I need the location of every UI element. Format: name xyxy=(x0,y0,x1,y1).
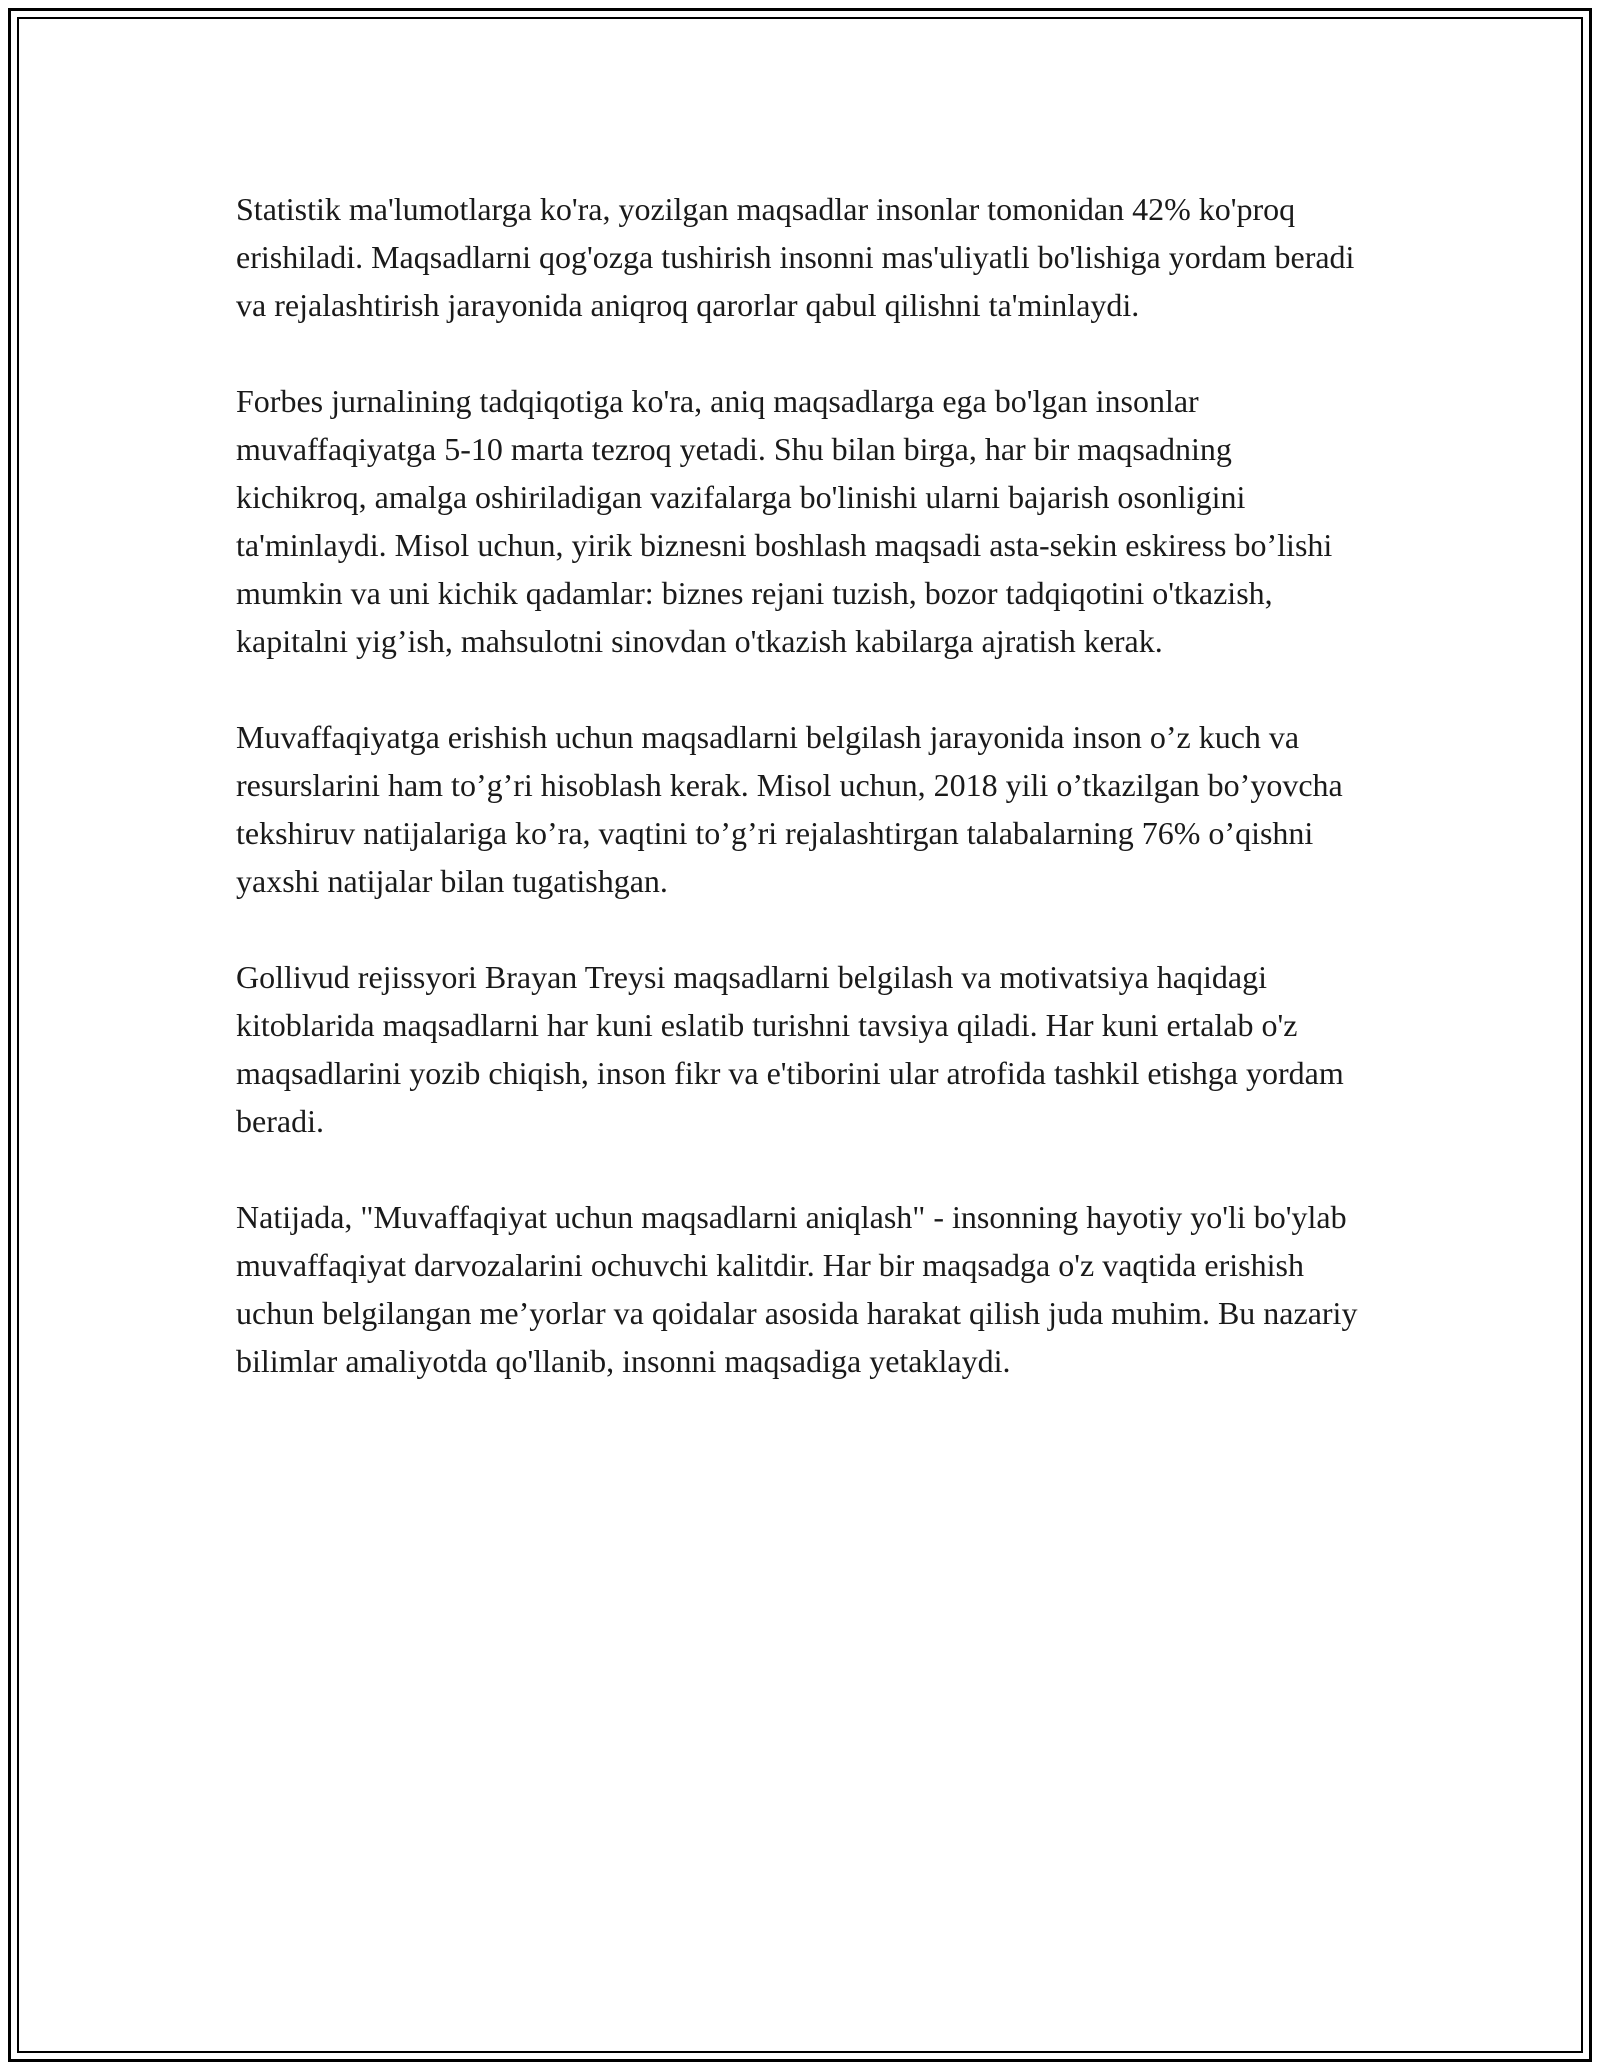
paragraph-1: Statistik ma'lumotlarga ko'ra, yozilgan maqsadlar insonlar tomonidan 42% ko'proq erishiladi. Maqsadlarni qog'ozga tushirish insonni mas'uliyatli bo'lishiga yordam beradi va rejalashtirish jarayonida aniqroq qarorlar qabul qilishni ta'minlaydi. xyxy=(236,191,1355,323)
paragraph-2: Forbes jurnalining tadqiqotiga ko'ra, aniq maqsadlarga ega bo'lgan insonlar muvaffaqiyatga 5-10 marta tezroq yetadi. Shu bilan birga, har bir maqsadning kichikroq, amalga oshiriladigan vazifalarga bo'linishi ularni bajarish osonligini ta'minlaydi. Misol uchun, yirik biznesni boshlash maqsadi asta-sekin eskiress bo’lishi mumkin va uni kichik qadamlar: biznes rejani tuzish, bozor tadqiqotini o'tkazish, kapitalni yig’ish, mahsulotni sinovdan o'tkazish kabilarga ajratish kerak. xyxy=(236,383,1333,659)
paragraph-3: Muvaffaqiyatga erishish uchun maqsadlarni belgilash jarayonida inson o’z kuch va resurslarini ham to’g’ri hisoblash kerak. Misol uchun, 2018 yili o’tkazilgan bo’yovcha tekshiruv natijalariga ko’ra, vaqtini to’g’ri rejalashtirgan talabalarning 76% o’qishni yaxshi natijalar bilan tugatishgan. xyxy=(236,719,1343,899)
paragraph-5: Natijada, "Muvaffaqiyat uchun maqsadlarni aniqlash" - insonning hayotiy yo'li bo'ylab muvaffaqiyat darvozalarini ochuvchi kalitdir. Har bir maqsadga o'z vaqtida erishish uchun belgilangan me’yorlar va qoidalar asosida harakat qilish juda muhim. Bu nazariy bilimlar amaliyotda qo'llanib, insonni maqsadiga yetaklaydi. xyxy=(236,1199,1358,1379)
document-body xyxy=(236,185,1366,1433)
paragraph-4: Gollivud rejissyori Brayan Treysi maqsadlarni belgilash va motivatsiya haqidagi kitoblarida maqsadlarni har kuni eslatib turishni tavsiya qiladi. Har kuni ertalab o'z maqsadlarini yozib chiqish, inson fikr va e'tiborini ular atrofida tashkil etishga yordam beradi. xyxy=(236,959,1344,1139)
